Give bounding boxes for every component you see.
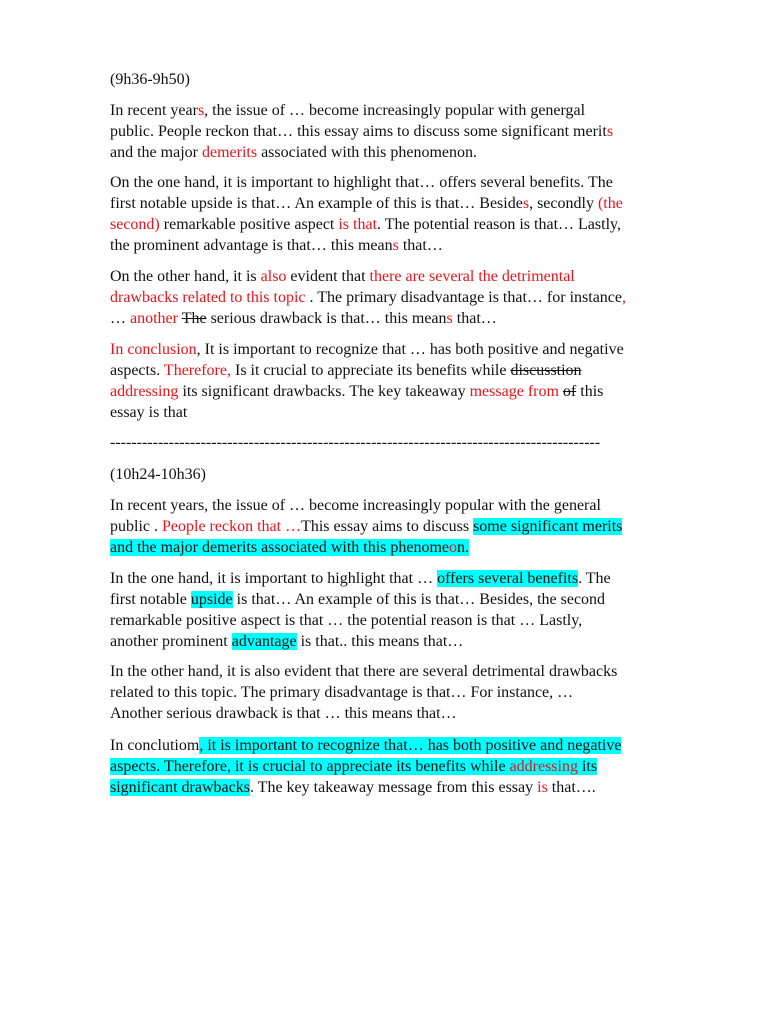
- red-annotation-text: is: [537, 779, 548, 796]
- text-run: that…: [452, 310, 497, 327]
- red-annotation-text: s: [522, 195, 530, 212]
- text-run: In recent years, the issue of … become increasingly popular with the general: [110, 497, 601, 514]
- text-line: [110, 361, 582, 382]
- red-annotation-text: s: [606, 123, 614, 140]
- text-run: related to this topic. The primary disadvantage is that… For instance, …: [110, 684, 574, 701]
- text-run: . The: [578, 570, 611, 587]
- text-run: another prominent: [110, 633, 232, 650]
- highlighted-text: offers several benefits: [437, 570, 579, 587]
- text-run: On the one hand, it is important to highlight that… offers several benefits. The: [110, 174, 613, 191]
- text-run: the prominent advantage is that… this mean: [110, 237, 393, 254]
- text-run: essay is that: [110, 404, 188, 421]
- highlighted-text: , it is important to recognize that… has both positive and negative: [199, 737, 622, 754]
- text-run: …: [110, 310, 130, 327]
- red-annotation-text: s: [392, 237, 399, 254]
- text-run: is that.. this means that…: [296, 633, 464, 650]
- struck-text: of: [562, 383, 577, 400]
- text-line: [110, 704, 457, 725]
- red-annotation-text: ,: [622, 289, 626, 306]
- red-annotation-text: another: [130, 310, 178, 327]
- red-annotation-text: also: [260, 268, 287, 285]
- text-run: remarkable positive aspect: [159, 216, 339, 233]
- text-run: serious drawback is that… this mean: [206, 310, 447, 327]
- red-annotation-text: In conclusion: [110, 341, 197, 358]
- text-line: [110, 403, 187, 424]
- text-run: public .: [110, 518, 162, 535]
- highlighted-text: and the major demerits associated with this phenome: [110, 539, 450, 556]
- text-run: aspects.: [110, 362, 164, 379]
- text-line: [110, 288, 626, 309]
- text-run: evident that: [286, 268, 370, 285]
- text-run: In conclutiom: [110, 737, 200, 754]
- highlighted-text: o: [449, 539, 458, 556]
- text-line: [110, 496, 601, 517]
- section1-heading: (9h36-9h50): [110, 71, 190, 88]
- text-line: [110, 611, 582, 632]
- red-annotation-text: Therefore,: [163, 362, 231, 379]
- text-run: Another serious drawback is that … this means that…: [110, 705, 457, 722]
- highlighted-text: upside: [190, 591, 233, 608]
- text-run: first notable: [110, 591, 191, 608]
- text-run: associated with this phenomenon.: [257, 144, 478, 161]
- text-run: its significant drawbacks. The key takeaway: [178, 383, 470, 400]
- text-line: [110, 382, 603, 403]
- text-line: [110, 569, 611, 590]
- struck-text: discusstion: [510, 362, 582, 379]
- red-annotation-text: demerits: [201, 144, 258, 161]
- text-line: [110, 236, 443, 257]
- text-line: [110, 101, 585, 122]
- text-line: [110, 215, 621, 236]
- text-line: [110, 590, 605, 611]
- text-run: is that… An example of this is that… Besides, the second: [232, 591, 606, 608]
- red-annotation-text: is that: [338, 216, 378, 233]
- red-annotation-text: second): [110, 216, 160, 233]
- red-annotation-text: People reckon that …: [162, 518, 302, 535]
- text-line: [110, 173, 613, 194]
- section-divider: --------------------------------------------------------------------------------------------: [110, 434, 601, 451]
- text-run: that….: [547, 779, 596, 796]
- text-line: [110, 267, 575, 288]
- highlighted-text: aspects. Therefore, it is crucial to appreciate its benefits while: [110, 758, 510, 775]
- text-line: [110, 309, 497, 330]
- red-annotation-text: s: [197, 102, 205, 119]
- text-line: [110, 757, 597, 778]
- text-line: [110, 778, 596, 799]
- red-annotation-text: there are several the detrimental: [369, 268, 575, 285]
- text-run: remarkable positive aspect is that … the potential reason is that … Lastly,: [110, 612, 583, 629]
- text-run: , the issue of … become increasingly popular with genergal: [204, 102, 586, 119]
- highlighted-text: addressing: [509, 758, 578, 775]
- text-line: [110, 194, 623, 215]
- highlighted-text: some significant merits: [473, 518, 623, 535]
- text-line: [110, 340, 624, 361]
- text-run: . The key takeaway message from this essay: [249, 779, 538, 796]
- highlighted-text: advantage: [231, 633, 297, 650]
- text-line: [110, 517, 622, 538]
- red-annotation-text: s: [446, 310, 453, 327]
- highlighted-text: n.: [457, 539, 470, 556]
- highlighted-text: its: [577, 758, 598, 775]
- text-line: [110, 683, 573, 704]
- text-line: [110, 122, 613, 143]
- text-run: and the major: [110, 144, 202, 161]
- text-run: , secondly: [529, 195, 598, 212]
- text-line: [110, 632, 463, 653]
- highlighted-text: significant drawbacks: [110, 779, 250, 796]
- red-annotation-text: (the: [597, 195, 623, 212]
- red-annotation-text: message from: [469, 383, 559, 400]
- text-run: Is it crucial to appreciate its benefits while: [230, 362, 511, 379]
- text-run: first notable upside is that… An example of this is that… Beside: [110, 195, 523, 212]
- section2-heading: (10h24-10h36): [110, 466, 206, 483]
- red-annotation-text: addressing: [110, 383, 179, 400]
- red-annotation-text: drawbacks related to this topic: [110, 289, 306, 306]
- text-run: . The primary disadvantage is that… for instance: [305, 289, 622, 306]
- text-line: [110, 662, 617, 683]
- text-run: This essay aims to discuss: [301, 518, 474, 535]
- text-run: In the other hand, it is also evident that there are several detrimental drawbacks: [110, 663, 618, 680]
- text-run: public. People reckon that… this essay aims to discuss some significant merit: [110, 123, 607, 140]
- text-run: On the other hand, it is: [110, 268, 261, 285]
- text-line: [110, 736, 621, 757]
- text-run: that…: [398, 237, 443, 254]
- text-run: . The potential reason is that… Lastly,: [377, 216, 621, 233]
- text-run: this: [576, 383, 604, 400]
- text-line: [110, 143, 477, 164]
- text-run: In the one hand, it is important to highlight that …: [110, 570, 438, 587]
- struck-text: The: [181, 310, 207, 327]
- text-run: In recent year: [110, 102, 198, 119]
- text-line: [110, 538, 469, 559]
- text-run: , It is important to recognize that … has both positive and negative: [196, 341, 624, 358]
